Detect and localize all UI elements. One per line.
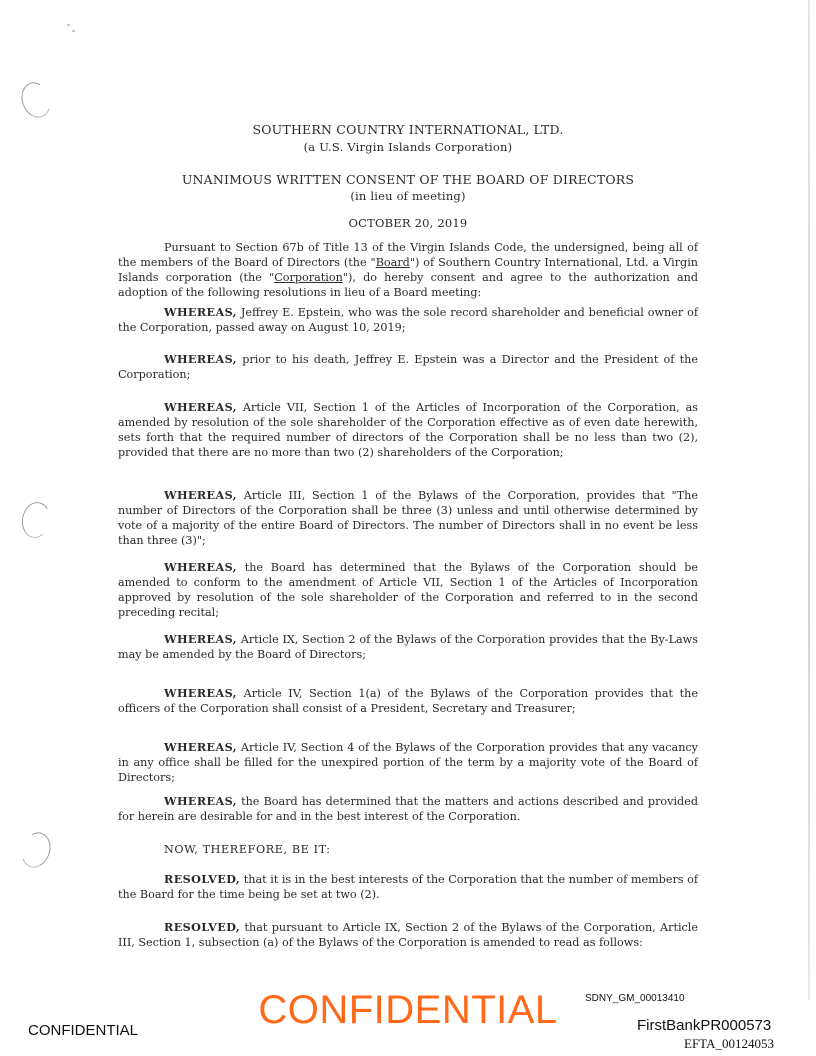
recital-paragraph: [118, 400, 698, 460]
punch-hole-bottom: [17, 828, 56, 871]
scan-speck: [72, 30, 75, 32]
recital-paragraph: [118, 794, 698, 824]
document-title-note: (in lieu of meeting): [350, 189, 466, 203]
company-note: (a U.S. Virgin Islands Corporation): [303, 140, 513, 154]
resolution-paragraph: [118, 920, 698, 950]
recital-text: the Board has determined that the Bylaws of the Corporation should be amended to conform to the amendment of Article VII, Section 1 of the Articles of Incorporation approved by resolution of the sole shareholder of the Corporation and referred to in the second preceding recital;: [118, 561, 698, 619]
recital-paragraph: [118, 305, 698, 335]
therefore-clause: [118, 842, 698, 857]
intro-text-1: Pursuant to Section 67b of Title 13 of the Virgin Islands Code, the undersigned, being all of the members of the Board of Directors (the ": [118, 241, 698, 269]
recital-lead: WHEREAS,: [164, 560, 237, 574]
recital-lead: WHEREAS,: [164, 305, 237, 319]
bank-production-id: FirstBankPR000573: [637, 1017, 772, 1034]
efta-id: EFTA_00124053: [684, 1036, 774, 1051]
recital-lead: WHEREAS,: [164, 488, 237, 502]
document-date: OCTOBER 20, 2019: [348, 216, 468, 230]
recital-lead: WHEREAS,: [164, 400, 237, 414]
recital-lead: WHEREAS,: [164, 632, 237, 646]
intro-text-2: ") of Southern Country International, Ltd. a Virgin Islands corporation (the ": [118, 256, 699, 284]
company-name: SOUTHERN COUNTRY INTERNATIONAL, LTD.: [252, 122, 564, 137]
resolution-paragraph: [118, 872, 698, 902]
recital-text: Article III, Section 1 of the Bylaws of the Corporation, provides that "The number of Directors of the Corporation shall be three (3) unless and until otherwise determined by vote of a majority of the entire Board of Directors. The number of Directors shall in no event be less than three (3)";: [118, 489, 698, 547]
recital-paragraph: [118, 632, 698, 662]
confidential-stamp: CONFIDENTIAL: [258, 988, 558, 1032]
recital-text: Article IV, Section 4 of the Bylaws of the Corporation provides that any vacancy in any office shall be filled for the unexpired portion of the term by a majority vote of the Board of Directors;: [118, 741, 698, 784]
therefore-text: NOW, THEREFORE, BE IT:: [164, 843, 331, 856]
recital-paragraph: [118, 740, 698, 785]
scan-speck: [67, 24, 70, 26]
recital-text: Article IX, Section 2 of the Bylaws of the Corporation provides that the By-Laws may be amended by the Board of Directors;: [118, 633, 698, 661]
recital-lead: WHEREAS,: [164, 686, 237, 700]
recital-text: Article VII, Section 1 of the Articles of Incorporation of the Corporation, as amended by resolution of the sole shareholder of the Corporation effective as of even date herewith, sets forth that the required number of directors of the Corporation shall be no less than two (2), provided that there are no more than two (2) shareholders of the Corporation;: [118, 401, 698, 459]
document-title: UNANIMOUS WRITTEN CONSENT OF THE BOARD OF DIRECTORS: [181, 172, 635, 187]
recital-lead: WHEREAS,: [164, 794, 237, 808]
recital-text: the Board has determined that the matters and actions described and provided for herein are desirable for and in the best interest of the Corporation.: [118, 795, 698, 823]
intro-text-3: "), do hereby consent and agree to the authorization and adoption of the following resolutions in lieu of a Board meeting:: [118, 271, 698, 299]
intro-paragraph: [118, 240, 698, 300]
punch-hole-top: [17, 78, 56, 121]
recital-text: prior to his death, Jeffrey E. Epstein was a Director and the President of the Corporation;: [118, 353, 698, 381]
recital-paragraph: [118, 488, 698, 548]
resolution-text: that it is in the best interests of the Corporation that the number of members of the Board for the time being be set at two (2).: [118, 873, 698, 901]
recital-text: Jeffrey E. Epstein, who was the sole record shareholder and beneficial owner of the Corporation, passed away on August 10, 2019;: [118, 306, 698, 334]
recital-text: Article IV, Section 1(a) of the Bylaws of the Corporation provides that the officers of the Corporation shall consist of a President, Secretary and Treasurer;: [118, 687, 699, 715]
punch-hole-middle: [19, 500, 53, 540]
bates-number: SDNY_GM_00013410: [585, 993, 685, 1004]
recital-paragraph: [118, 560, 698, 620]
resolution-text: that pursuant to Article IX, Section 2 of the Bylaws of the Corporation, Article III, Section 1, subsection (a) of the Bylaws of the Corporation is amended to read as follows:: [118, 921, 699, 949]
corporation-defined-term: Corporation: [274, 271, 343, 284]
recital-paragraph: [118, 686, 698, 716]
resolution-lead: RESOLVED,: [164, 872, 241, 886]
resolution-lead: RESOLVED,: [164, 920, 241, 934]
confidential-label: CONFIDENTIAL: [28, 1022, 139, 1039]
recital-lead: WHEREAS,: [164, 352, 237, 366]
recital-paragraph: [118, 352, 698, 382]
recital-lead: WHEREAS,: [164, 740, 237, 754]
board-defined-term: Board: [375, 256, 410, 269]
